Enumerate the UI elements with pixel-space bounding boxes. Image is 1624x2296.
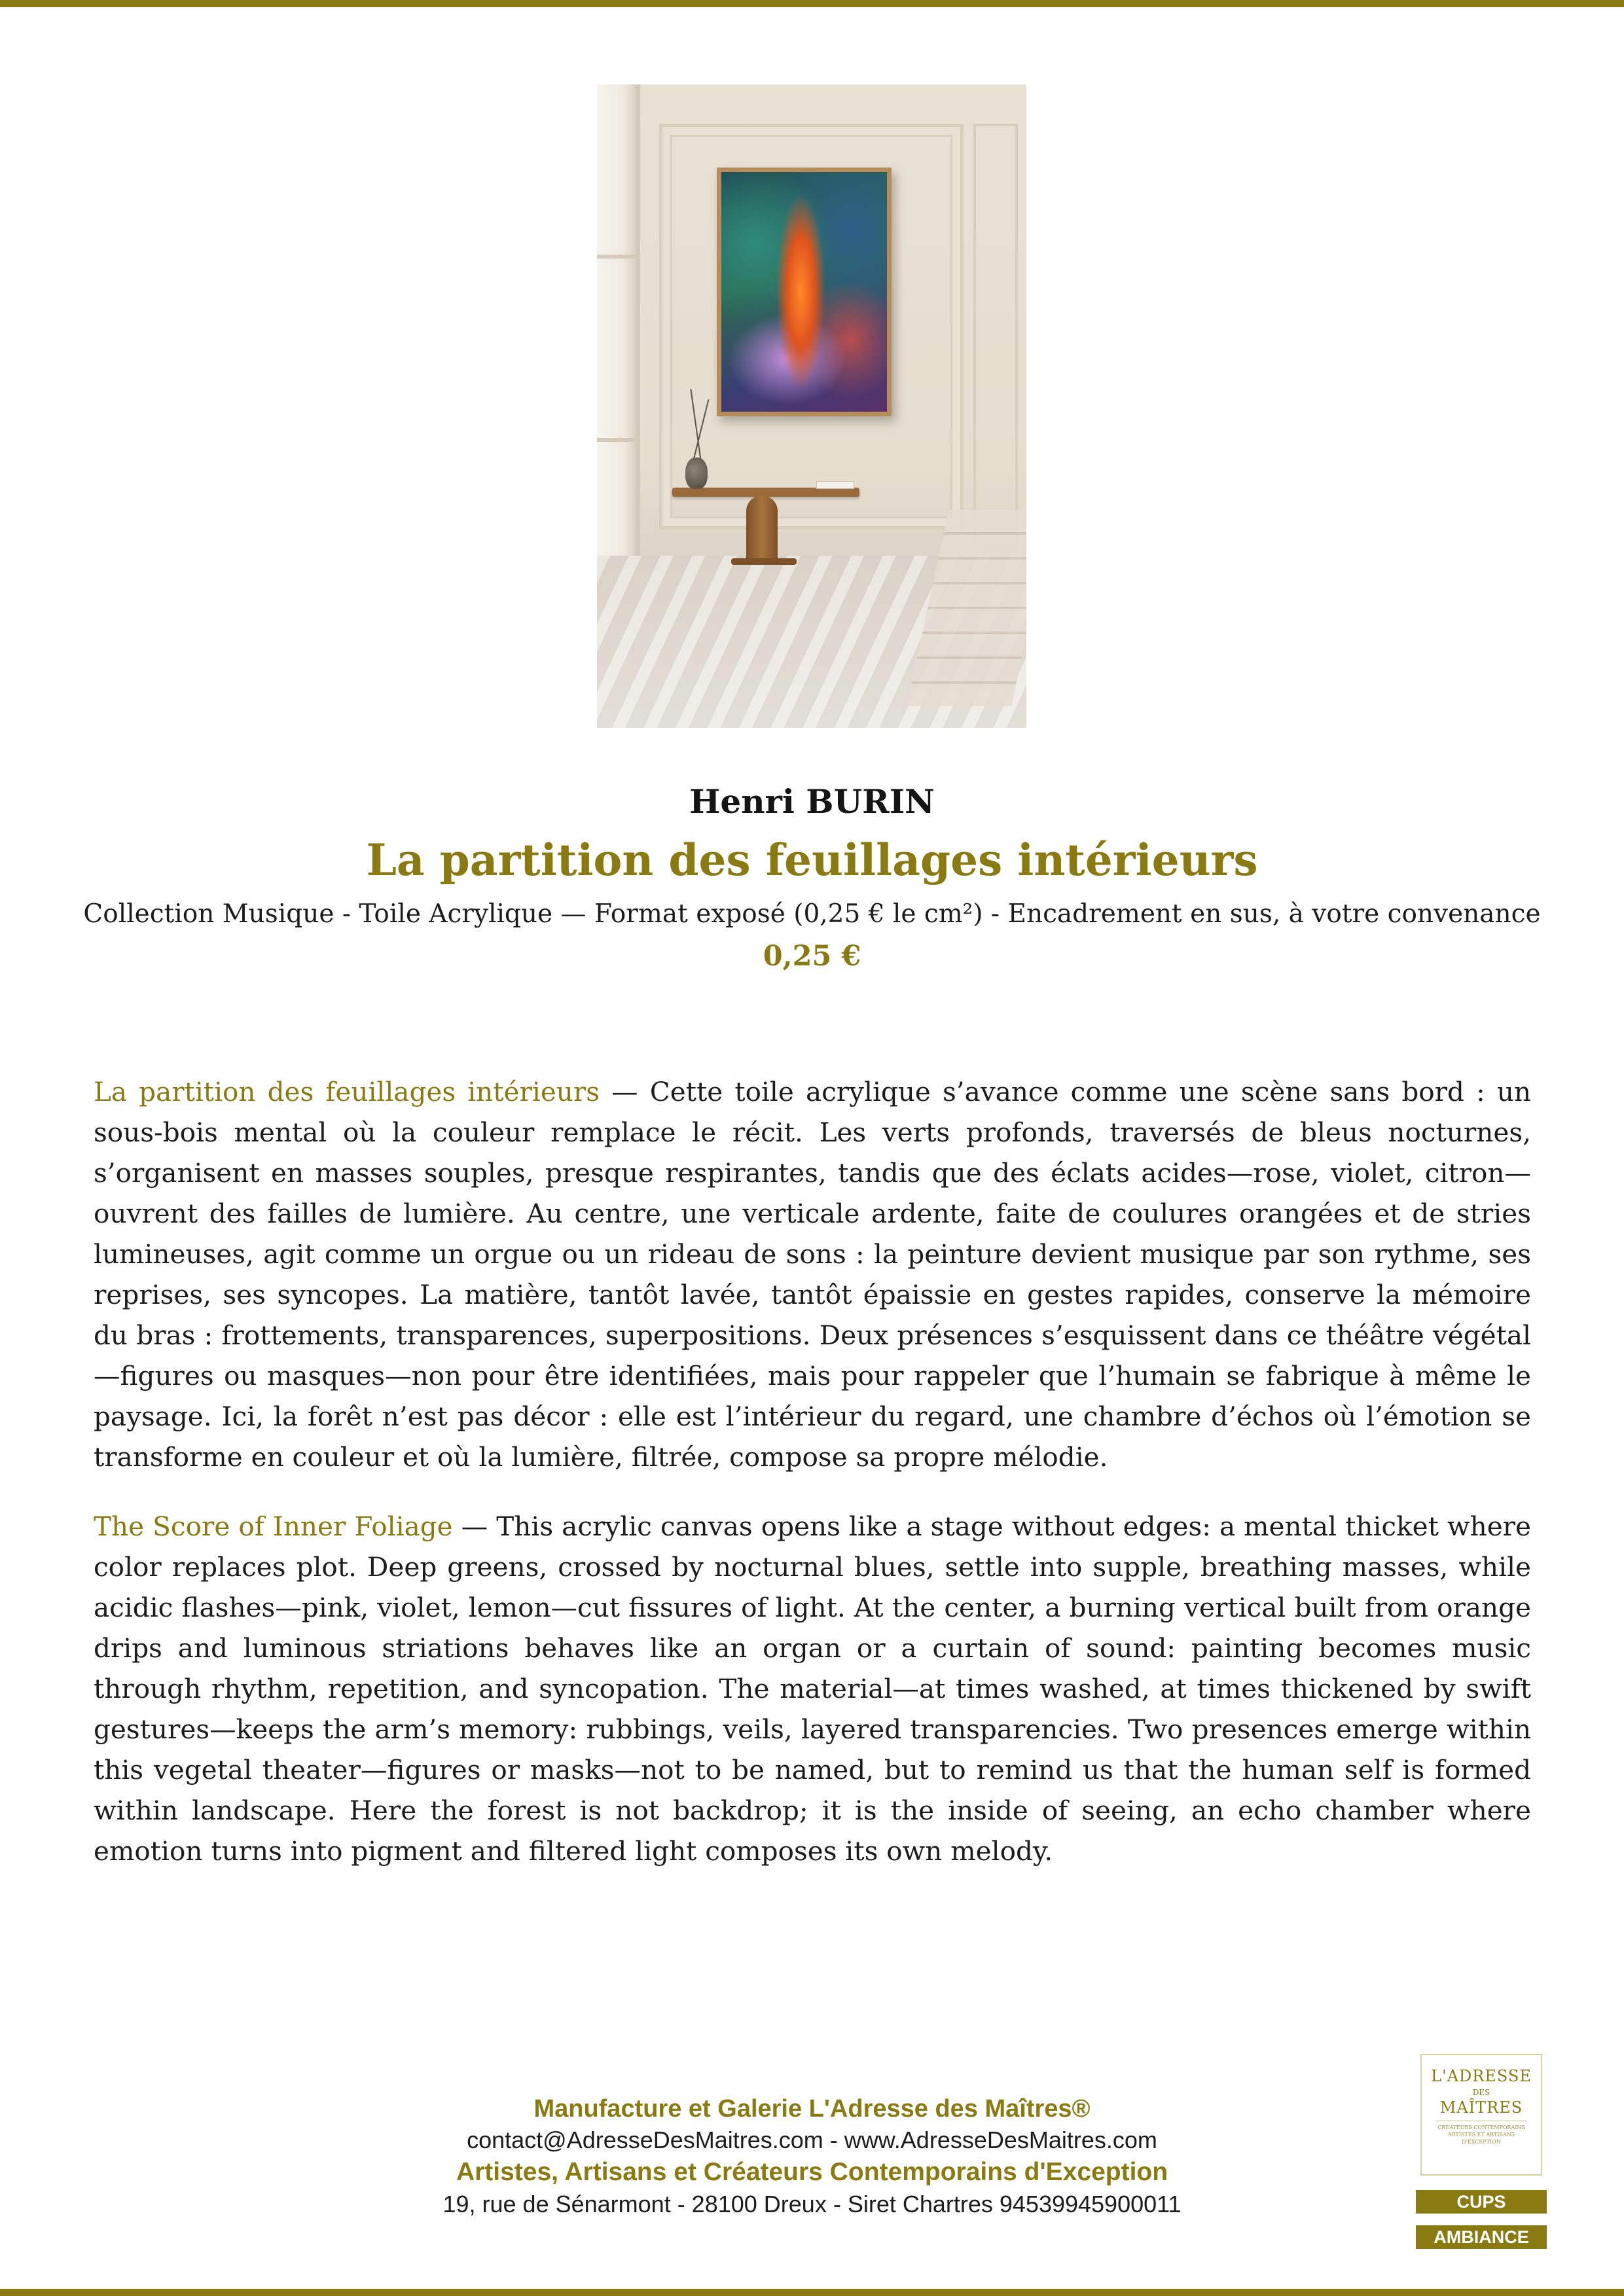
top-border-bar — [0, 0, 1624, 7]
artwork-subtitle: Collection Musique - Toile Acrylique — Format exposé (0,25 € le cm²) - Encadrement en sus, à votre convenance — [83, 899, 1541, 929]
window — [597, 84, 640, 621]
logo-line-1: L'ADRESSE — [1431, 2067, 1532, 2085]
footer-address: 19, rue de Sénarmont - 28100 Dreux - Siret Chartres 94539945900011 — [442, 2191, 1182, 2217]
logo-line-3: MAÎTRES — [1439, 2098, 1523, 2117]
artist-name: Henri BURIN — [689, 782, 935, 821]
description-english — [94, 1506, 1531, 1871]
gallery-logo — [1420, 2054, 1542, 2176]
wall-pilaster — [973, 124, 1018, 548]
description-french-lead: La partition des feuillages intérieurs — [94, 1076, 600, 1107]
vase — [685, 457, 708, 489]
description-english-text: — This acrylic canvas opens like a stage without edges: a mental thicket where color replaces plot. Deep greens, crossed by nocturnal blues, settle into supple, breathing masses, while acidic flashes—pink, violet, lemon—cut fissures of light. At the center, a burning vertical built from orange drips and luminous striations behaves like an organ or a curtain of sound: painting becomes music through rhythm, repetition, and syncopation. The material—at times washed, at times thickened by swift gestures—keeps the arm’s memory: rubbings, veils, layered transparencies. Two presences emerge within this vegetal theater—figures or masks—not to be named, but to remind us that the human self is formed within landscape. Here the forest is not backdrop; it is the inside of seeing, an echo chamber where emotion turns into pigment and filtered light composes its own melody. — [94, 1511, 1531, 1867]
bottom-border-bar — [0, 2289, 1624, 2296]
painting-canvas — [717, 168, 892, 416]
logo-line-4: CRÉATEURS CONTEMPORAINS ARTISTES ET ARTISANS D'EXCEPTION — [1437, 2125, 1525, 2145]
footer — [0, 2093, 1624, 2220]
console-table-base — [731, 558, 797, 565]
description-french — [94, 1071, 1531, 1477]
artwork-room-photo — [597, 84, 1026, 728]
description-english-lead: The Score of Inner Foliage — [94, 1511, 453, 1542]
open-book — [816, 481, 854, 489]
footer-gallery-name: Manufacture et Galerie L'Adresse des Maîtres® — [533, 2095, 1091, 2123]
footer-tagline: Artistes, Artisans et Créateurs Contemporains d'Exception — [456, 2158, 1168, 2186]
console-table-leg — [746, 495, 778, 561]
description-body — [94, 1071, 1531, 1900]
footer-contact: contact@AdresseDesMaitres.com - www.AdresseDesMaitres.com — [467, 2126, 1157, 2153]
artwork-title: La partition des feuillages intérieurs — [366, 834, 1258, 886]
ambiance-badge: AMBIANCE — [1416, 2225, 1547, 2249]
logo-line-2: DES — [1472, 2088, 1490, 2097]
description-french-text: — Cette toile acrylique s’avance comme une scène sans bord : un sous-bois mental où la couleur remplace le récit. Les verts profonds, traversés de bleus nocturnes, s’organisent en masses souples, presque respirantes, tandis que des éclats acides—rose, violet, citron—ouvrent des failles de lumière. Au centre, une verticale ardente, faite de coulures orangées et de stries lumineuses, agit comme un orgue ou un rideau de sons : la peinture devient musique par son rythme, ses reprises, ses syncopes. La matière, tantôt lavée, tantôt épaissie en gestes rapides, conserve la mémoire du bras : frottements, transparences, superpositions. Deux présences s’esquissent dans ce théâtre végétal—figures ou masques—non pour être identifiées, mais pour rappeler que l’humain se fabrique à même le paysage. Ici, la forêt n’est pas décor : elle est l’intérieur du regard, une chambre d’échos où l’émotion se transforme en couleur et où la lumière, filtrée, compose sa propre mélodie. — [94, 1076, 1531, 1473]
artwork-price: 0,25 € — [763, 940, 861, 973]
cups-badge: CUPS — [1416, 2190, 1547, 2214]
